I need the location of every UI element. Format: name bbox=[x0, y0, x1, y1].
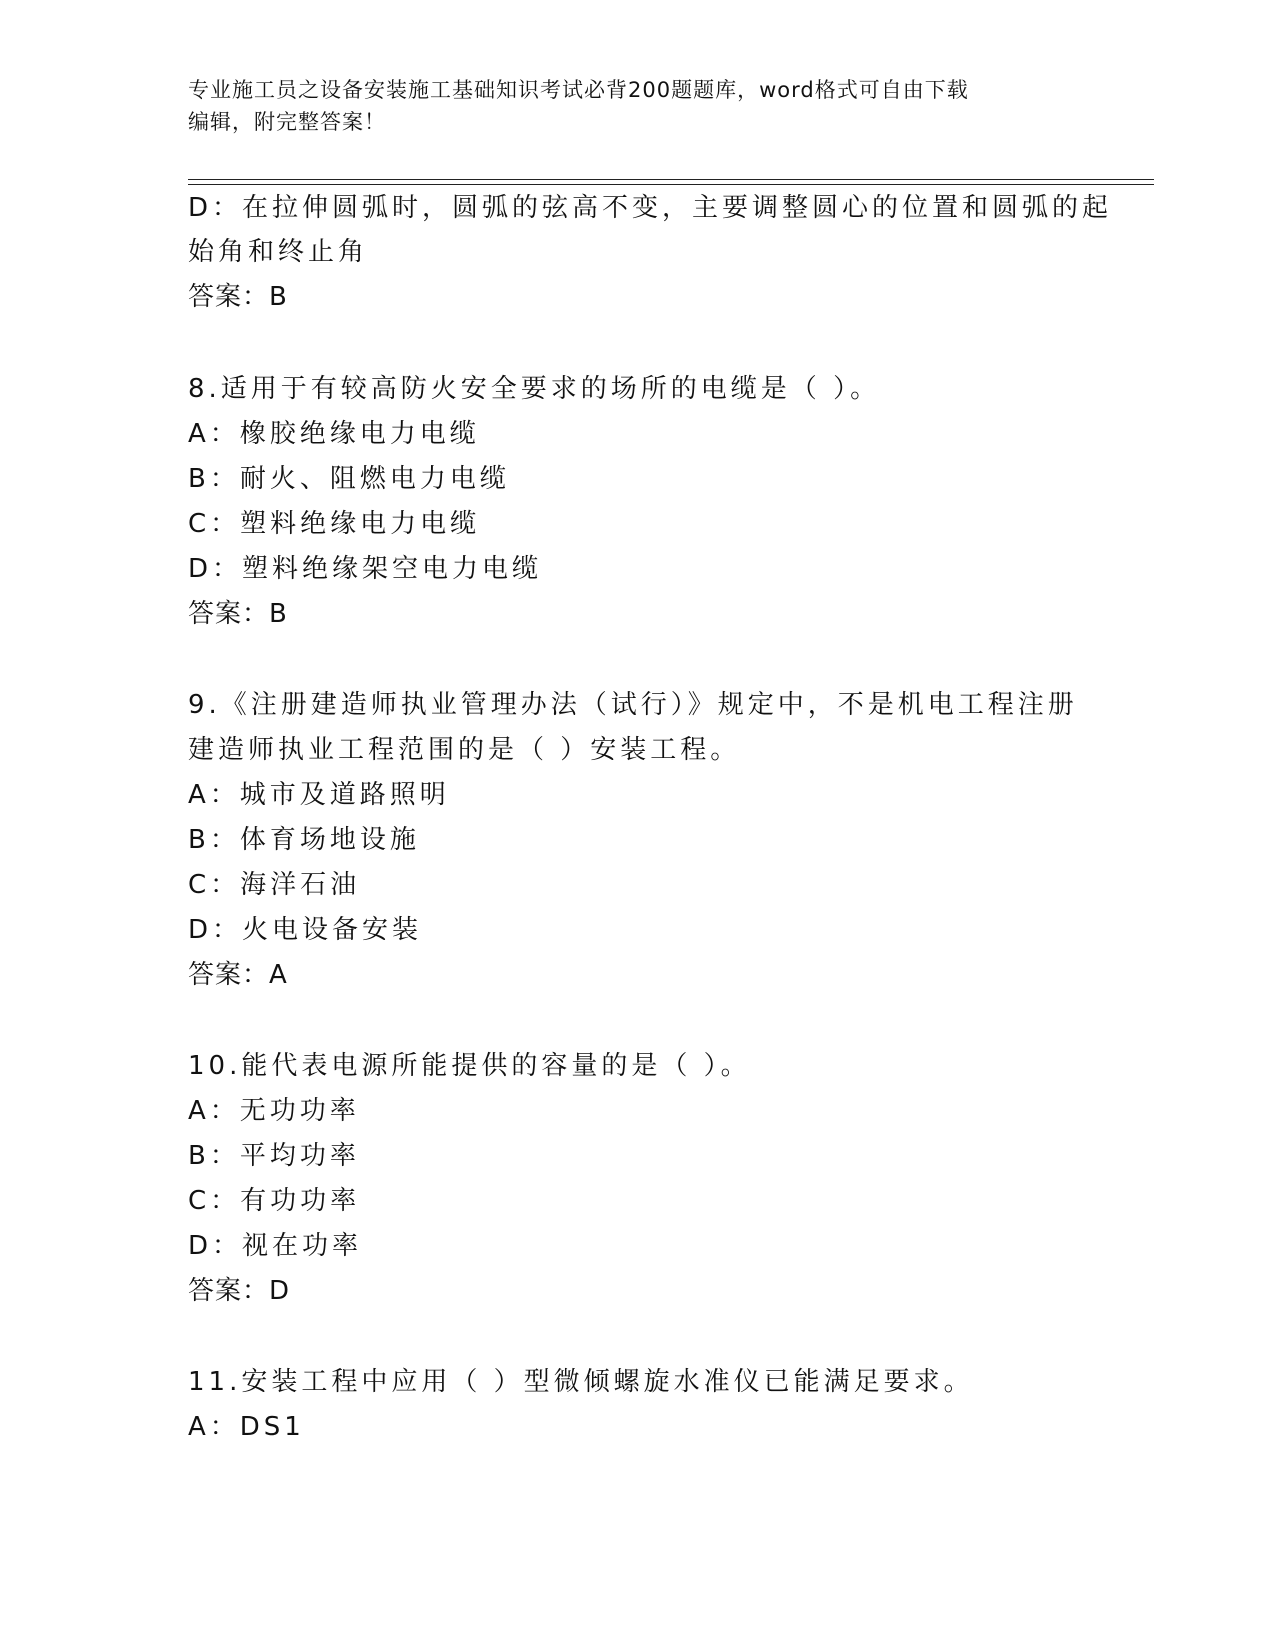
header-title-line-2: 编辑，附完整答案！ bbox=[188, 110, 386, 134]
question-9-option-c: C：海洋石油 bbox=[188, 870, 361, 900]
question-9-option-a: A：城市及道路照明 bbox=[188, 780, 450, 810]
question-8-answer: 答案：B bbox=[188, 599, 288, 629]
question-9-answer: 答案：A bbox=[188, 960, 288, 990]
question-8-option-b: B：耐火、阻燃电力电缆 bbox=[188, 464, 510, 494]
option-d-continued: 始角和终止角 bbox=[188, 237, 369, 267]
question-10-answer: 答案：D bbox=[188, 1276, 291, 1306]
question-10-option-d: D：视在功率 bbox=[188, 1231, 363, 1261]
question-8-option-a: A：橡胶绝缘电力电缆 bbox=[188, 419, 480, 449]
question-10-option-a: A：无功功率 bbox=[188, 1096, 360, 1126]
question-8-stem: 8.适用于有较高防火安全要求的场所的电缆是（ ）。 bbox=[188, 374, 881, 404]
question-10-option-b: B：平均功率 bbox=[188, 1141, 360, 1171]
header-divider-bottom bbox=[188, 184, 1154, 185]
header-divider-top bbox=[188, 179, 1154, 180]
question-8-option-c: C：塑料绝缘电力电缆 bbox=[188, 509, 481, 539]
header-title-line-1: 专业施工员之设备安装施工基础知识考试必背200题题库，word格式可自由下载 bbox=[188, 78, 969, 102]
answer-label: 答案：B bbox=[188, 282, 288, 312]
question-9-stem-continued: 建造师执业工程范围的是（ ）安装工程。 bbox=[188, 735, 741, 765]
question-9-option-d: D：火电设备安装 bbox=[188, 915, 423, 945]
question-8-option-d: D：塑料绝缘架空电力电缆 bbox=[188, 554, 543, 584]
document-header bbox=[188, 74, 1088, 138]
question-11-stem: 11.安装工程中应用（ ）型微倾螺旋水准仪已能满足要求。 bbox=[188, 1367, 974, 1397]
question-11-option-a: A：DS1 bbox=[188, 1412, 305, 1442]
option-d: D：在拉伸圆弧时，圆弧的弦高不变，主要调整圆心的位置和圆弧的起 bbox=[188, 193, 1113, 223]
question-9-option-b: B：体育场地设施 bbox=[188, 825, 420, 855]
question-10-stem: 10.能代表电源所能提供的容量的是（ ）。 bbox=[188, 1051, 751, 1081]
question-10-option-c: C：有功功率 bbox=[188, 1186, 361, 1216]
question-9-stem: 9.《注册建造师执业管理办法（试行）》规定中，不是机电工程注册 bbox=[188, 690, 1078, 720]
